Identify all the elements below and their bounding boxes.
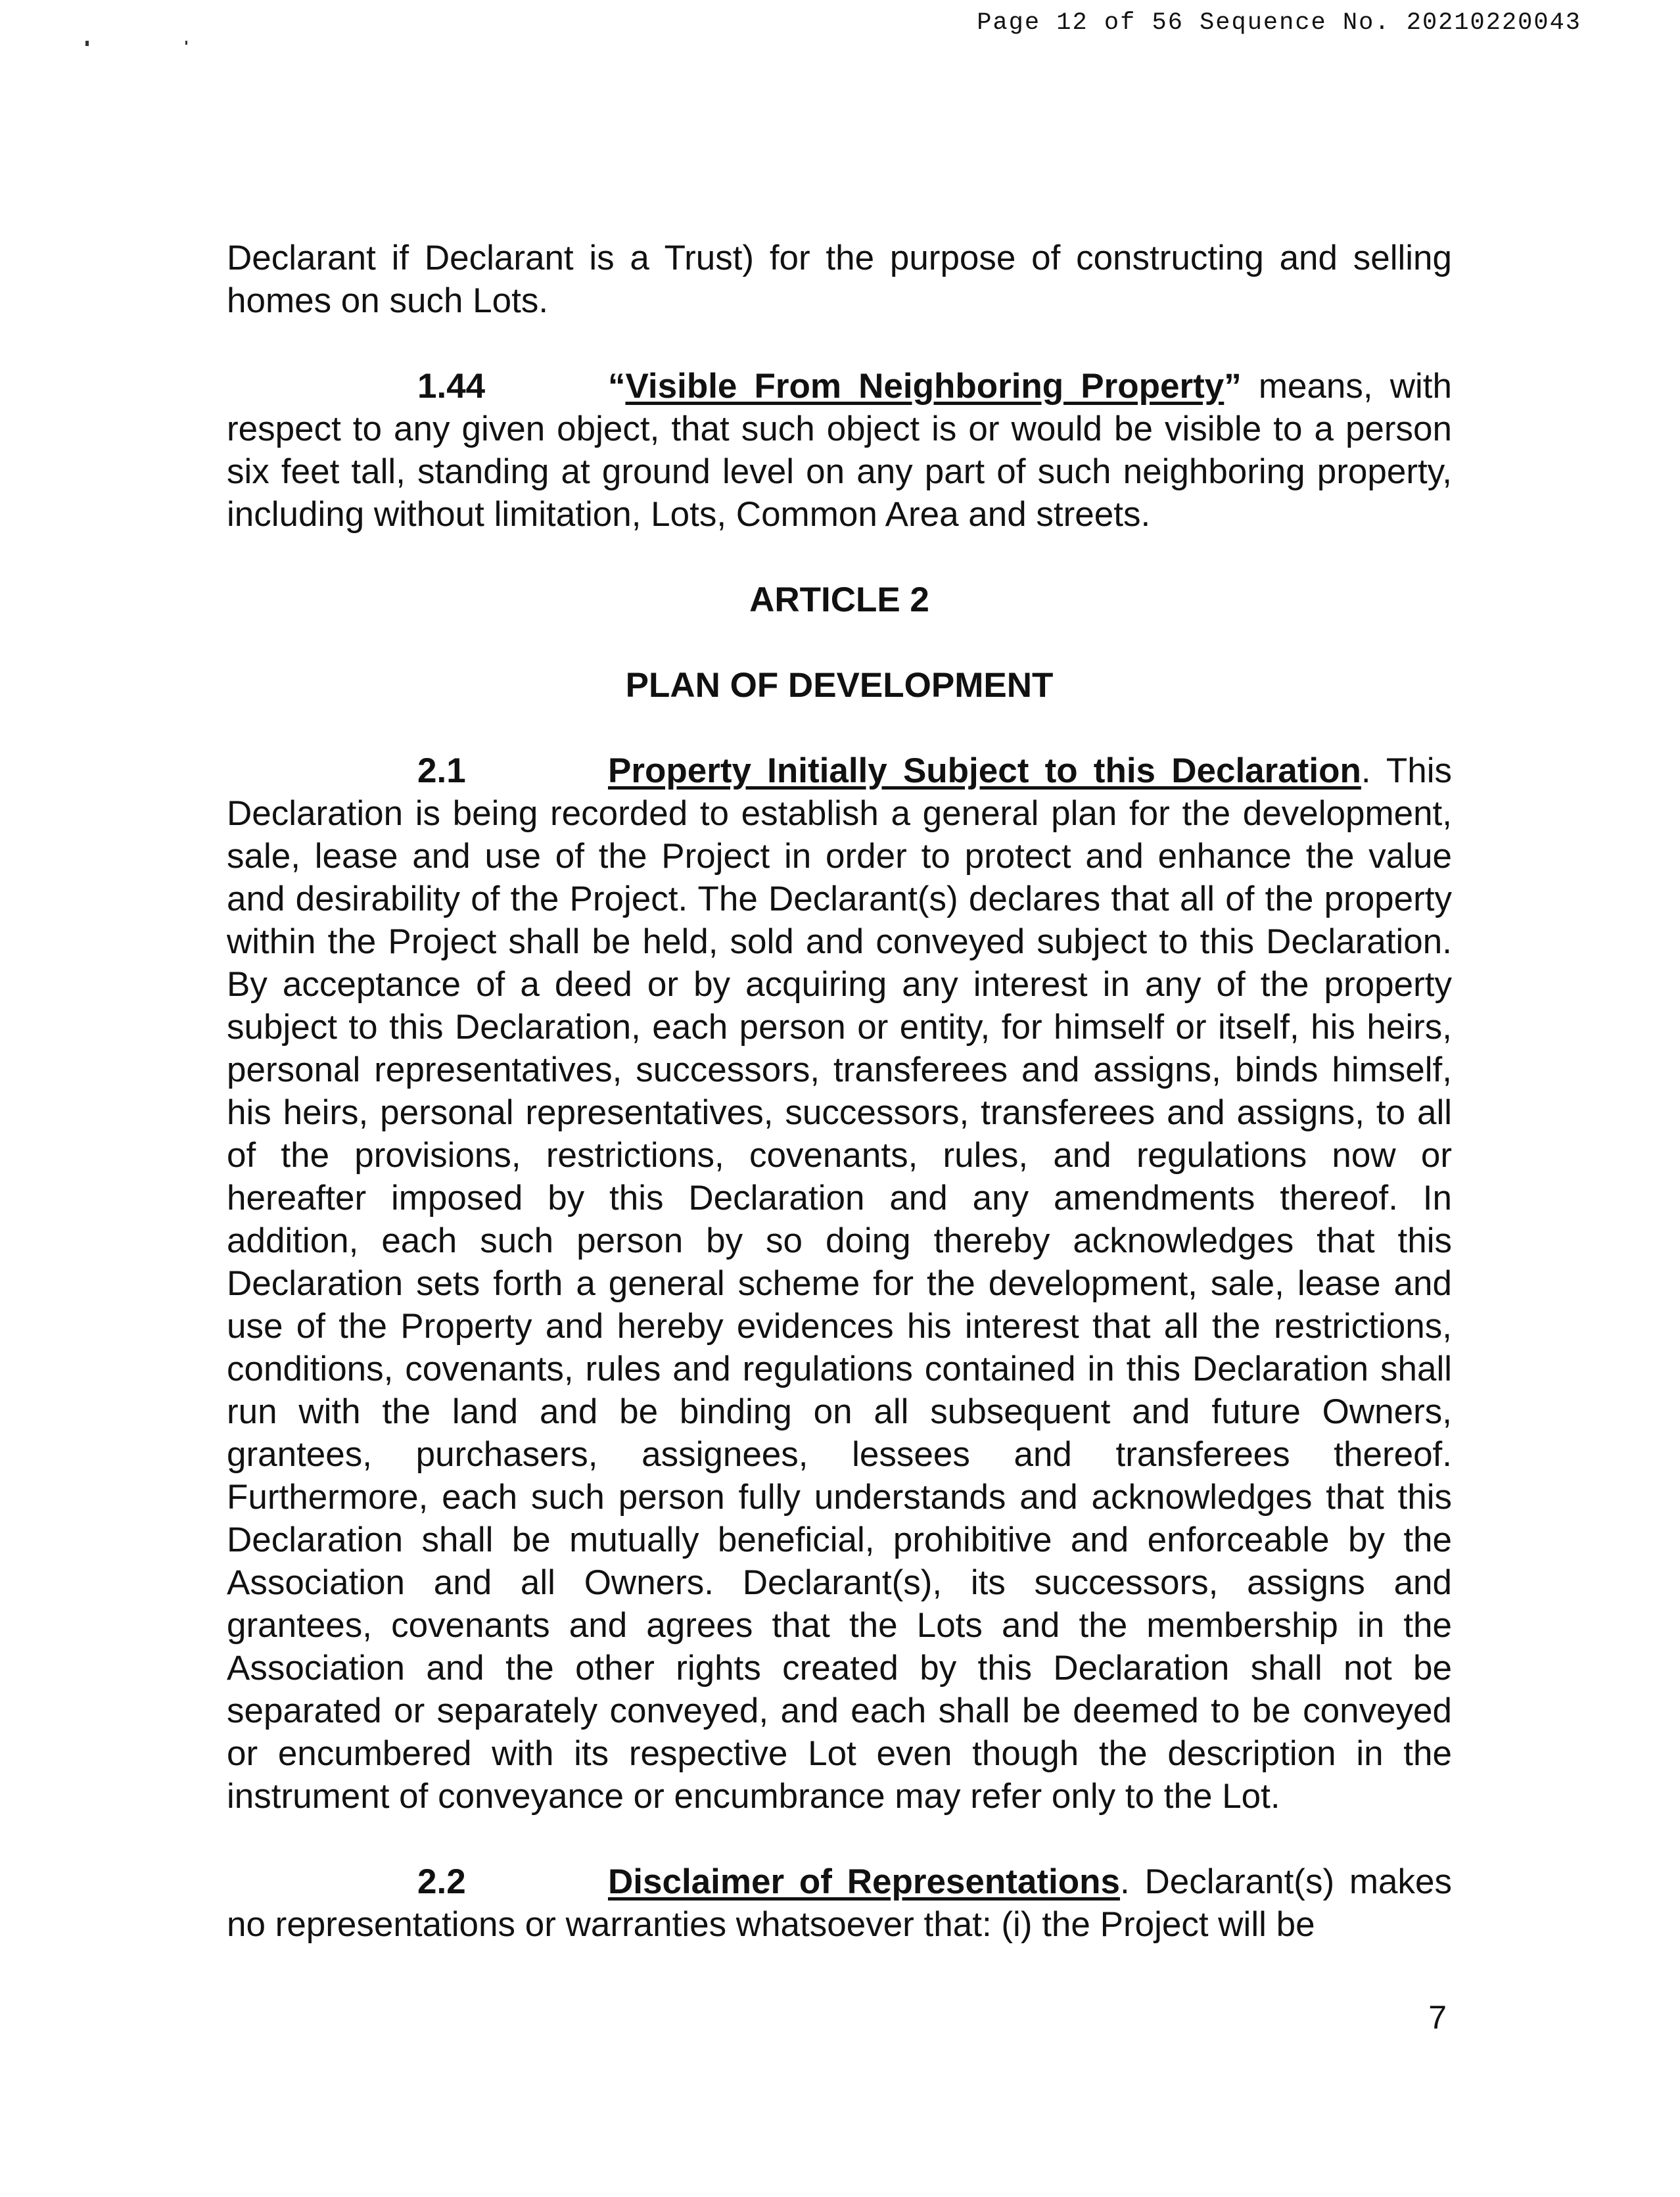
article-title: PLAN OF DEVELOPMENT <box>625 666 1054 705</box>
recording-stamp: Page 12 of 56 Sequence No. 20210220043 <box>977 9 1581 37</box>
article-number: ARTICLE 2 <box>749 580 929 619</box>
section-1-44-number: 1.44 <box>417 367 486 406</box>
continuation-paragraph <box>227 237 1452 322</box>
section-1-44-heading: Visible From Neighboring Property <box>625 367 1225 406</box>
section-1-44-text: means, with respect to any given object, that such object is or would be visible to a person six feet tall, standing at ground level on any part of such neighboring property, including without limitation, Lots, Common Area and streets. <box>227 367 1452 534</box>
section-2-1-period: . <box>1361 751 1371 790</box>
section-2-2-heading: Disclaimer of Representations <box>608 1862 1120 1901</box>
section-2-1 <box>227 749 1452 1818</box>
section-2-1-text: This Declaration is being recorded to establish a general plan for the development, sale, lease and use of the Project in order to protect and enhance the value and desirability of the Project. The Declarant(s) declares that all of the property within the Project shall be held, sold and conveyed subject to this Declaration. By acceptance of a deed or by acquiring any interest in any of the property subject to this Declaration, each person or entity, for himself or itself, his heirs, personal representatives, successors, transferees and assigns, binds himself, his heirs, personal representatives, successors, transferees and assigns, to all of the provisions, restrictions, covenants, rules, and regulations now or hereafter imposed by this Declaration and any amendments thereof. In addition, each such person by so doing thereby acknowledges that this Declaration sets forth a general scheme for the development, sale, lease and use of the Property and hereby evidences his interest that all the restrictions, conditions, covenants, rules and regulations contained in this Declaration shall run with the land and be binding on all subsequent and future Owners, grantees, purchasers, assignees, lessees and transferees thereof. Furthermore, each such person fully understands and acknowledges that this Declaration shall be mutually beneficial, prohibitive and enforceable by the Association and all Owners. Declarant(s), its successors, assigns and grantees, covenants and agrees that the Lots and the membership in the Association and the other rights created by this Declaration shall not be separated or separately conveyed, and each shall be deemed to be conveyed or encumbered with its respective Lot even though the description in the instrument of conveyance or encumbrance may refer only to the Lot. <box>227 751 1452 1816</box>
continuation-text: Declarant if Declarant is a Trust) for the purpose of constructing and selling homes on such Lots. <box>227 239 1452 320</box>
section-2-1-heading: Property Initially Subject to this Declaration <box>608 751 1361 790</box>
section-2-2-text: Declarant(s) makes no representations or warranties whatsoever that: (i) the Project will be <box>227 1862 1452 1944</box>
section-1-44-close-quote: ” <box>1224 367 1242 406</box>
section-2-1-number: 2.1 <box>417 751 466 790</box>
document-body <box>227 237 1452 1946</box>
section-1-44 <box>227 365 1452 536</box>
section-2-2 <box>227 1860 1452 1946</box>
section-2-2-number: 2.2 <box>417 1862 466 1901</box>
section-1-44-open-quote: “ <box>608 367 626 406</box>
section-2-2-period: . <box>1119 1862 1130 1901</box>
scan-speck-right <box>185 41 187 45</box>
scan-speck-left <box>85 41 89 46</box>
page-number: 7 <box>1428 1999 1447 2036</box>
